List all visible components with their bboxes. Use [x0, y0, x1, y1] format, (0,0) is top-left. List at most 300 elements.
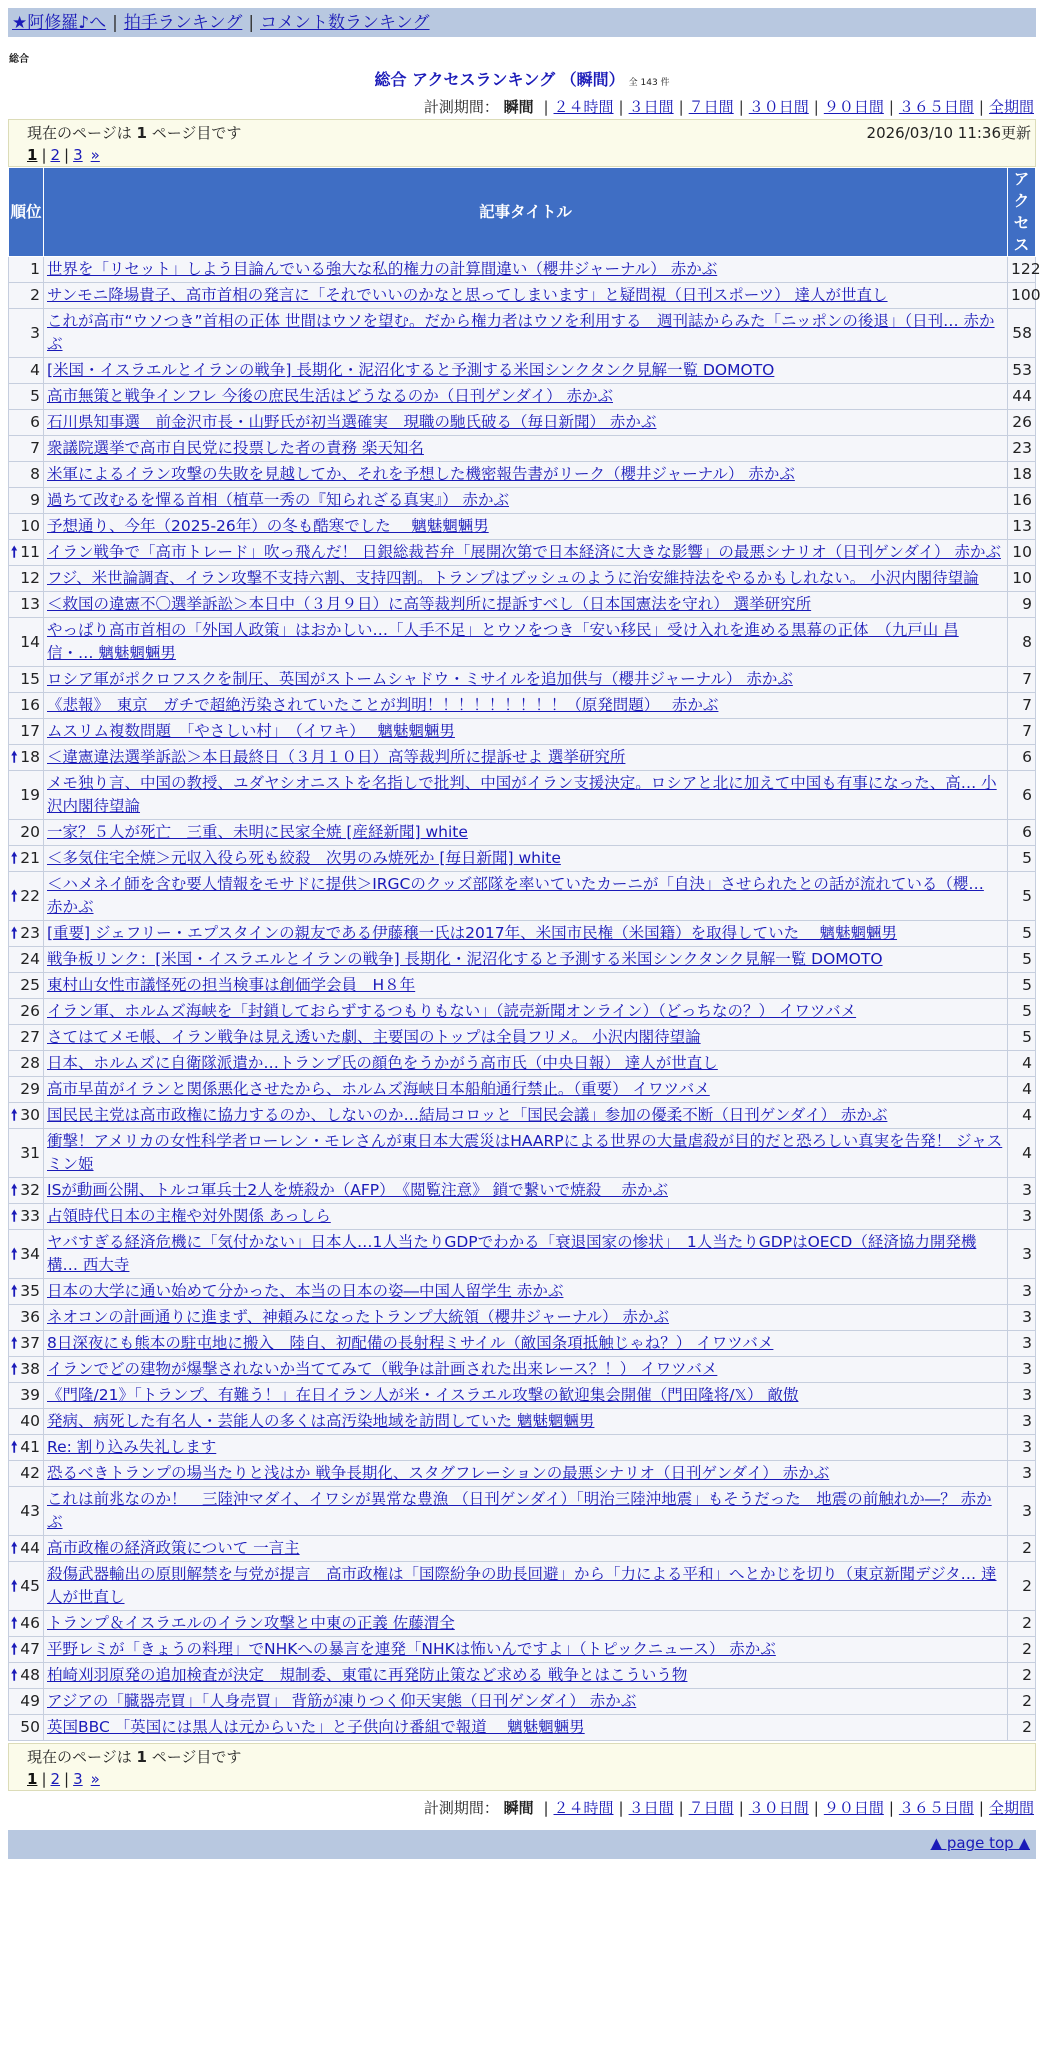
- article-link[interactable]: 殺傷武器輸出の原則解禁を与党が提言 高市政権は「国際紛争の助長回避」から「力による平和」へとかじを切り（東京新聞デジタ… 達人が世直し: [47, 1565, 997, 1606]
- title-cell: [44, 1279, 1008, 1305]
- rank-cell: [9, 358, 44, 384]
- title-cell: [44, 1383, 1008, 1409]
- period-link[interactable]: 全期間: [988, 1799, 1034, 1817]
- rank-number: 8: [30, 465, 40, 483]
- rank-cell: [9, 384, 44, 410]
- article-link[interactable]: 《門隆/21》「トランプ、有難う！」在日イラン人が米・イスラエル攻撃の歓迎集会開催（門田隆将/𝕏） 敵傲: [47, 1386, 799, 1404]
- rank-cell: [9, 309, 44, 358]
- table-row: [9, 592, 1036, 618]
- title-header: 記事タイトル: [44, 168, 1008, 257]
- rank-number: 17: [20, 722, 40, 740]
- rank-number: 48: [20, 1666, 40, 1684]
- article-link[interactable]: 英国BBC 「英国には黒人は元からいた」と子供向け番組で報道 魑魅魍魎男: [47, 1718, 585, 1736]
- article-link[interactable]: 平野レミが「きょうの料理」でNHKへの暴言を連発「NHKは怖いんですよ」（トピックニュース） 赤かぶ: [47, 1640, 776, 1658]
- article-link[interactable]: 恐るべきトランプの場当たりと浅はか 戦争長期化、スタグフレーションの最悪シナリオ（日刊ゲンダイ） 赤かぶ: [47, 1464, 830, 1482]
- access-count: 44: [1008, 384, 1036, 410]
- table-row: [9, 309, 1036, 358]
- table-row: [9, 1279, 1036, 1305]
- period-link[interactable]: ７日間: [688, 1799, 734, 1817]
- access-count: 3: [1008, 1331, 1036, 1357]
- rank-number: 43: [20, 1501, 40, 1520]
- period-link[interactable]: ３０日間: [748, 98, 809, 116]
- table-row: [9, 1051, 1036, 1077]
- rank-number: 37: [20, 1334, 40, 1352]
- access-header: アクセス: [1008, 168, 1036, 257]
- access-count: 2: [1008, 1611, 1036, 1637]
- access-count: 3: [1008, 1357, 1036, 1383]
- article-link[interactable]: イラン軍、ホルムズ海峡を「封鎖しておらずするつもりもない」（読売新聞オンライン）（どっちなの？） イワツバメ: [47, 1002, 857, 1020]
- table-row: [9, 820, 1036, 846]
- access-count: 3: [1008, 1204, 1036, 1230]
- rank-cell: [9, 771, 44, 820]
- article-link[interactable]: 東村山女性市議怪死の担当検事は創価学会員 H８年: [47, 976, 416, 994]
- rank-up-arrow-icon: 🠕: [11, 1207, 18, 1225]
- rank-number: 40: [20, 1412, 40, 1430]
- title-cell: [44, 1536, 1008, 1562]
- article-link[interactable]: 一家？５人が死亡 三重、未明に民家全焼 [産経新聞] white: [47, 823, 468, 841]
- access-count: 3: [1008, 1383, 1036, 1409]
- rank-number: 4: [30, 361, 40, 379]
- table-header: [9, 168, 1036, 257]
- title-cell: [44, 358, 1008, 384]
- article-link[interactable]: 高市政権の経済政策について 一言主: [47, 1539, 300, 1557]
- access-count: 23: [1008, 436, 1036, 462]
- access-count: 3: [1008, 1461, 1036, 1487]
- table-row: [9, 462, 1036, 488]
- rank-number: 29: [20, 1080, 40, 1098]
- rank-cell: [9, 1461, 44, 1487]
- period-link[interactable]: ３６５日間: [898, 1799, 974, 1817]
- access-count: 7: [1008, 667, 1036, 693]
- rank-number: 21: [20, 849, 40, 867]
- table-row: [9, 1487, 1036, 1536]
- access-count: 53: [1008, 358, 1036, 384]
- rank-cell: [9, 1357, 44, 1383]
- article-link[interactable]: メモ独り言、中国の教授、ユダヤシオニストを名指しで批判、中国がイラン支援決定。ロシアと北に加えて中国も有事になった、高… 小沢内閣待望論: [47, 774, 997, 815]
- access-count: 122: [1008, 257, 1036, 283]
- title-cell: [44, 1409, 1008, 1435]
- rank-cell: [9, 1663, 44, 1689]
- rank-up-arrow-icon: 🠕: [11, 1640, 18, 1658]
- title-cell: [44, 540, 1008, 566]
- rank-cell: [9, 667, 44, 693]
- separator: |: [813, 98, 819, 116]
- table-row: [9, 257, 1036, 283]
- article-link[interactable]: さてはてメモ帳、イラン戦争は見え透いた劇、主要国のトップは全員フリメ。 小沢内閣待望論: [47, 1028, 701, 1046]
- title-cell: [44, 719, 1008, 745]
- article-link[interactable]: 石川県知事選 前金沢市長・山野氏が初当選確実 現職の馳氏破る（毎日新聞） 赤かぶ: [47, 413, 657, 431]
- access-count: 3: [1008, 1409, 1036, 1435]
- rank-cell: [9, 745, 44, 771]
- article-link[interactable]: ネオコンの計画通りに進まず、神頼みになったトランプ大統領（櫻井ジャーナル） 赤かぶ: [47, 1308, 669, 1326]
- article-link[interactable]: [重要] ジェフリー・エプスタインの親友である伊藤穣一氏は2017年、米国市民権（米国籍）を取得していた 魑魅魍魎男: [47, 924, 898, 942]
- table-row: [9, 540, 1036, 566]
- access-count: 2: [1008, 1663, 1036, 1689]
- title-cell: [44, 693, 1008, 719]
- rank-up-arrow-icon: 🠕: [11, 1576, 18, 1595]
- period-link[interactable]: ２４時間: [553, 98, 614, 116]
- rank-cell: [9, 1383, 44, 1409]
- table-row: [9, 1689, 1036, 1715]
- pager-top: [8, 119, 1036, 167]
- article-link[interactable]: これが高市“ウソつき”首相の正体 世間はウソを望む。だから権力者はウソを利用する 週刊誌からみた「ニッポンの後退」（日刊… 赤かぶ: [47, 312, 995, 353]
- comment-ranking-link[interactable]: コメント数ランキング: [260, 13, 430, 33]
- rank-cell: [9, 462, 44, 488]
- access-count: 9: [1008, 592, 1036, 618]
- title-cell: [44, 1103, 1008, 1129]
- title-text: 総合 アクセスランキング （瞬間）: [374, 70, 625, 89]
- period-selector: [0, 96, 1034, 117]
- article-link[interactable]: 衝撃！アメリカの女性科学者ローレン・モレさんが東日本大震災はHAARPによる世界の大量虐殺が目的だと恐ろしい真実を告発！ ジャスミン姫: [47, 1132, 1003, 1173]
- clap-ranking-link[interactable]: 拍手ランキング: [123, 13, 243, 33]
- table-row: [9, 1129, 1036, 1178]
- access-count: 7: [1008, 693, 1036, 719]
- page-link-2[interactable]: 2: [50, 1770, 61, 1788]
- access-count: 5: [1008, 872, 1036, 921]
- access-count: 3: [1008, 1305, 1036, 1331]
- rank-number: 32: [20, 1181, 40, 1199]
- table-row: [9, 1230, 1036, 1279]
- separator: |: [618, 98, 624, 116]
- table-row: [9, 846, 1036, 872]
- title-cell: [44, 1461, 1008, 1487]
- category-label: 総合: [9, 54, 29, 65]
- rank-number: 12: [20, 569, 40, 587]
- article-link[interactable]: 発病、病死した有名人・芸能人の多くは高汚染地域を訪問していた 魑魅魍魎男: [47, 1412, 595, 1430]
- rank-number: 42: [20, 1464, 40, 1482]
- title-cell: [44, 846, 1008, 872]
- access-count: 5: [1008, 973, 1036, 999]
- title-cell: [44, 921, 1008, 947]
- rank-number: 11: [20, 543, 40, 561]
- rank-number: 49: [20, 1692, 40, 1710]
- rank-number: 38: [20, 1360, 40, 1378]
- access-count: 2: [1008, 1715, 1036, 1741]
- article-link[interactable]: ＜多気住宅全焼＞元収入役ら死も絞殺 次男のみ焼死か [毎日新聞] white: [47, 849, 561, 867]
- table-row: [9, 1409, 1036, 1435]
- rank-number: 1: [30, 260, 40, 278]
- rank-cell: [9, 1305, 44, 1331]
- rank-up-arrow-icon: 🠕: [11, 1614, 18, 1632]
- title-cell: [44, 1331, 1008, 1357]
- rank-cell: [9, 514, 44, 540]
- table-row: [9, 1637, 1036, 1663]
- separator: |: [978, 98, 984, 116]
- rank-number: 2: [30, 286, 40, 304]
- rank-up-arrow-icon: 🠕: [11, 1181, 18, 1199]
- page-link-1[interactable]: 1: [27, 1770, 38, 1788]
- table-row: [9, 1562, 1036, 1611]
- article-link[interactable]: ISが動画公開、トルコ軍兵士2人を焼殺か（AFP） 《閲覧注意》 鎖で繋いで焼殺 赤かぶ: [47, 1181, 668, 1199]
- title-cell: [44, 947, 1008, 973]
- rank-cell: [9, 999, 44, 1025]
- title-cell: [44, 1025, 1008, 1051]
- separator: |: [543, 98, 549, 116]
- rank-cell: [9, 820, 44, 846]
- rank-up-arrow-icon: 🠕: [11, 1282, 18, 1300]
- access-count: 5: [1008, 846, 1036, 872]
- article-link[interactable]: ロシア軍がポクロフスクを制圧、英国がストームシャドウ・ミサイルを追加供与（櫻井ジャーナル） 赤かぶ: [47, 670, 793, 688]
- rank-number: 28: [20, 1054, 40, 1072]
- article-link[interactable]: 戦争板リンク：[米国・イスラエルとイランの戦争] 長期化・泥沼化すると予測する米国シンクタンク見解一覧 DOMOTO: [47, 950, 883, 968]
- rank-number: 46: [20, 1614, 40, 1632]
- table-row: [9, 1103, 1036, 1129]
- title-cell: [44, 1611, 1008, 1637]
- period-label: 計測期間：: [423, 1799, 499, 1817]
- table-row: [9, 1536, 1036, 1562]
- page-numbers: [27, 146, 1031, 164]
- separator: |: [543, 1799, 549, 1817]
- period-link[interactable]: ７日間: [688, 98, 734, 116]
- rank-cell: [9, 1715, 44, 1741]
- access-count: 2: [1008, 1637, 1036, 1663]
- rank-cell: [9, 947, 44, 973]
- access-count: 3: [1008, 1178, 1036, 1204]
- period-current: 瞬間: [503, 98, 534, 116]
- table-row: [9, 1357, 1036, 1383]
- article-link[interactable]: アジアの「臓器売買」「人身売買」 背筋が凍りつく仰天実態（日刊ゲンダイ） 赤かぶ: [47, 1692, 637, 1710]
- access-count: 3: [1008, 1435, 1036, 1461]
- title-cell: [44, 592, 1008, 618]
- table-row: [9, 1077, 1036, 1103]
- separator: |: [41, 1770, 47, 1788]
- access-count: 5: [1008, 947, 1036, 973]
- rank-cell: [9, 1077, 44, 1103]
- article-link[interactable]: 過ちて改むるを憚る首相（植草一秀の『知られざる真実』） 赤かぶ: [47, 491, 510, 509]
- table-row: [9, 1178, 1036, 1204]
- separator: |: [888, 1799, 894, 1817]
- rank-number: 3: [30, 323, 40, 342]
- article-link[interactable]: 予想通り、今年（2025-26年）の冬も酷寒でした 魑魅魍魎男: [47, 517, 489, 535]
- rank-number: 25: [20, 976, 40, 994]
- rank-cell: [9, 921, 44, 947]
- article-link[interactable]: 日本、ホルムズに自衛隊派遣か…トランプ氏の顔色をうかがう高市氏（中央日報） 達人が世直し: [47, 1054, 718, 1072]
- period-link[interactable]: ３０日間: [748, 1799, 809, 1817]
- separator: |: [978, 1799, 984, 1817]
- rank-cell: [9, 257, 44, 283]
- rank-cell: [9, 1689, 44, 1715]
- access-count: 4: [1008, 1103, 1036, 1129]
- pager-status: 現在のページは 1 ページ目です: [27, 124, 242, 142]
- rank-number: 20: [20, 823, 40, 841]
- access-count: 2: [1008, 1536, 1036, 1562]
- access-count: 4: [1008, 1129, 1036, 1178]
- rank-cell: [9, 488, 44, 514]
- separator: |: [738, 1799, 744, 1817]
- article-link[interactable]: 占領時代日本の主権や対外関係 あっしら: [47, 1207, 331, 1225]
- rank-number: 33: [20, 1207, 40, 1225]
- access-count: 5: [1008, 1025, 1036, 1051]
- article-link[interactable]: ムスリム複数問題 「やさしい村」 （イワキ） 魑魅魍魎男: [47, 722, 455, 740]
- period-link[interactable]: ２４時間: [553, 1799, 614, 1817]
- rank-number: 9: [30, 491, 40, 509]
- page-link-3[interactable]: 3: [73, 146, 83, 164]
- period-link[interactable]: ３６５日間: [898, 98, 974, 116]
- article-link[interactable]: 世界を「リセット」しよう目論んでいる強大な私的権力の計算間違い（櫻井ジャーナル） 赤かぶ: [47, 260, 718, 278]
- title-cell: [44, 872, 1008, 921]
- rank-number: 19: [20, 785, 40, 804]
- separator: |: [678, 98, 684, 116]
- rank-cell: [9, 1487, 44, 1536]
- rank-cell: [9, 1051, 44, 1077]
- title-cell: [44, 1562, 1008, 1611]
- title-cell: [44, 257, 1008, 283]
- article-link[interactable]: トランプ＆イスラエルのイラン攻撃と中東の正義 佐藤渭全: [47, 1614, 455, 1632]
- article-link[interactable]: 国民民主党は高市政権に協力するのか、しないのか…結局コロッと「国民会議」参加の優柔不断（日刊ゲンダイ） 赤かぶ: [47, 1106, 888, 1124]
- title-cell: [44, 973, 1008, 999]
- access-count: 5: [1008, 921, 1036, 947]
- rank-up-arrow-icon: 🠕: [11, 924, 18, 942]
- period-link[interactable]: ３日間: [628, 98, 674, 116]
- table-row: [9, 719, 1036, 745]
- access-count: 3: [1008, 1230, 1036, 1279]
- article-link[interactable]: フジ、米世論調査、イラン攻撃不支持六割、支持四割。トランプはブッシュのように治安維持法をやるかもしれない。 小沢内閣待望論: [47, 569, 979, 587]
- rank-number: 47: [20, 1640, 40, 1658]
- access-count: 10: [1008, 566, 1036, 592]
- rank-number: 41: [20, 1438, 40, 1456]
- ranking-table: [8, 167, 1041, 1741]
- article-link[interactable]: イラン戦争で「高市トレード」吹っ飛んだ！ 日銀総裁苔弁「展開次第で日本経済に大きな影響」の最悪シナリオ（日刊ゲンダイ） 赤かぶ: [47, 543, 1001, 561]
- article-link[interactable]: 高市早苗がイランと関係悪化させたから、ホルムズ海峡日本船舶通行禁止。（重要） イワツバメ: [47, 1080, 710, 1098]
- access-count: 18: [1008, 462, 1036, 488]
- article-link[interactable]: Re: 割り込み失礼します: [47, 1438, 217, 1456]
- article-link[interactable]: 日本の大学に通い始めて分かった、本当の日本の姿―中国人留学生 赤かぶ: [47, 1282, 564, 1300]
- article-link[interactable]: 高市無策と戦争インフレ 今後の庶民生活はどうなるのか（日刊ゲンダイ） 赤かぶ: [47, 387, 613, 405]
- article-link[interactable]: ＜救国の違憲不〇選挙訴訟＞本日中（３月９日）に高等裁判所に提訴すべし（日本国憲法を守れ） 選挙研究所: [47, 595, 812, 613]
- table-row: [9, 921, 1036, 947]
- period-label: 計測期間：: [423, 98, 499, 116]
- table-row: [9, 1383, 1036, 1409]
- article-link[interactable]: サンモニ降場貴子、高市首相の発言に「それでいいのかなと思ってしまいます」と疑問視（日刊スポーツ） 達人が世直し: [47, 286, 888, 304]
- rank-cell: [9, 1279, 44, 1305]
- table-row: [9, 693, 1036, 719]
- title-cell: [44, 1051, 1008, 1077]
- access-count: 2: [1008, 1562, 1036, 1611]
- table-row: [9, 1204, 1036, 1230]
- rank-number: 14: [20, 632, 40, 651]
- title-cell: [44, 820, 1008, 846]
- period-link[interactable]: ３日間: [628, 1799, 674, 1817]
- rank-cell: [9, 872, 44, 921]
- rank-number: 23: [20, 924, 40, 942]
- period-current: 瞬間: [503, 1799, 534, 1817]
- table-row: [9, 488, 1036, 514]
- title-cell: [44, 1129, 1008, 1178]
- separator: |: [64, 146, 70, 164]
- table-row: [9, 514, 1036, 540]
- rank-number: 27: [20, 1028, 40, 1046]
- home-link[interactable]: ★阿修羅♪へ: [12, 13, 107, 33]
- pager-bottom: [8, 1743, 1036, 1791]
- rank-cell: [9, 1103, 44, 1129]
- article-link[interactable]: 8日深夜にも熊本の駐屯地に搬入 陸自、初配備の長射程ミサイル（敵国条項抵触じゃね？） イワツバメ: [47, 1334, 774, 1352]
- title-cell: [44, 384, 1008, 410]
- rank-cell: [9, 1611, 44, 1637]
- rank-up-arrow-icon: 🠕: [11, 849, 18, 867]
- title-cell: [44, 436, 1008, 462]
- rank-number: 7: [30, 439, 40, 457]
- article-link[interactable]: ヤバすぎる経済危機に「気付かない」日本人…1人当たりGDPでわかる「衰退国家の惨状」 1人当たりGDPはOECD（経済協力開発機構… 西大寺: [47, 1233, 977, 1274]
- article-link[interactable]: 米軍によるイラン攻撃の失敗を見越してか、それを予想した機密報告書がリーク（櫻井ジャーナル） 赤かぶ: [47, 465, 795, 483]
- article-link[interactable]: [米国・イスラエルとイランの戦争] 長期化・泥沼化すると予測する米国シンクタンク見解一覧 DOMOTO: [47, 361, 775, 379]
- rank-number: 15: [20, 670, 40, 688]
- rank-cell: [9, 540, 44, 566]
- table-row: [9, 973, 1036, 999]
- rank-number: 26: [20, 1002, 40, 1020]
- rank-number: 5: [30, 387, 40, 405]
- article-link[interactable]: イランでどの建物が爆撃されないか当ててみて（戦争は計画された出来レース？！） イワツバメ: [47, 1360, 718, 1378]
- table-row: [9, 1611, 1036, 1637]
- separator: |: [64, 1770, 70, 1788]
- table-row: [9, 283, 1036, 309]
- access-count: 26: [1008, 410, 1036, 436]
- table-row: [9, 384, 1036, 410]
- table-row: [9, 1435, 1036, 1461]
- rank-cell: [9, 846, 44, 872]
- rank-cell: [9, 1409, 44, 1435]
- rank-up-arrow-icon: 🠕: [11, 543, 18, 561]
- rank-number: 24: [20, 950, 40, 968]
- title-cell: [44, 566, 1008, 592]
- page-link-2[interactable]: 2: [50, 146, 61, 164]
- table-row: [9, 999, 1036, 1025]
- title-cell: [44, 745, 1008, 771]
- page-top-link[interactable]: ▲ page top ▲: [930, 1834, 1030, 1852]
- title-cell: [44, 488, 1008, 514]
- article-link[interactable]: 《悲報》 東京 ガチで超絶汚染されていたことが判明！！！！！！！！！（原発問題） 赤かぶ: [47, 696, 719, 714]
- rank-up-arrow-icon: 🠕: [11, 748, 18, 766]
- page-link-3[interactable]: 3: [73, 1770, 83, 1788]
- rank-header: 順位: [9, 168, 44, 257]
- next-page-link[interactable]: »: [90, 146, 100, 164]
- article-link[interactable]: ＜違憲違法選挙訴訟＞本日最終日（３月１０日）高等裁判所に提訴せよ 選挙研究所: [47, 748, 626, 766]
- rank-cell: [9, 618, 44, 667]
- article-link[interactable]: 柏崎刈羽原発の追加検査が決定 規制委、東電に再発防止策など求める 戦争とはこういう物: [47, 1666, 688, 1684]
- rank-cell: [9, 1204, 44, 1230]
- table-row: [9, 771, 1036, 820]
- rank-up-arrow-icon: 🠕: [11, 1539, 18, 1557]
- article-link[interactable]: これは前兆なのか！ 三陸沖マダイ、イワシが異常な豊漁 （日刊ゲンダイ）「明治三陸沖地震」もそうだった 地震の前触れか―？ 赤かぶ: [47, 1490, 992, 1531]
- table-row: [9, 745, 1036, 771]
- page-link-1[interactable]: 1: [27, 146, 38, 164]
- access-count: 4: [1008, 1077, 1036, 1103]
- rank-number: 30: [20, 1106, 40, 1124]
- rank-up-arrow-icon: 🠕: [11, 1666, 18, 1684]
- rank-up-arrow-icon: 🠕: [11, 1438, 18, 1456]
- table-row: [9, 1461, 1036, 1487]
- table-row: [9, 436, 1036, 462]
- title-cell: [44, 514, 1008, 540]
- rank-up-arrow-icon: 🠕: [11, 1106, 18, 1124]
- next-page-link[interactable]: »: [90, 1770, 100, 1788]
- article-link[interactable]: やっぱり高市首相の「外国人政策」はおかしい…「人手不足」とウソをつき「安い移民」受け入れを進める黒幕の正体 （九戸山 昌信・… 魑魅魍魎男: [47, 621, 959, 662]
- rank-up-arrow-icon: 🠕: [11, 886, 18, 905]
- period-link[interactable]: ９０日間: [823, 98, 884, 116]
- rank-cell: [9, 973, 44, 999]
- title-cell: [44, 1435, 1008, 1461]
- title-cell: [44, 1663, 1008, 1689]
- access-count: 58: [1008, 309, 1036, 358]
- access-count: 2: [1008, 1689, 1036, 1715]
- separator: |: [888, 98, 894, 116]
- article-link[interactable]: ＜ハメネイ師を含む要人情報をモサドに提供＞IRGCのクッズ部隊を率いていたカーニが「自決」させられたとの話が流れている（櫻… 赤かぶ: [47, 875, 984, 916]
- period-selector-bottom: [0, 1797, 1034, 1818]
- period-link[interactable]: ９０日間: [823, 1799, 884, 1817]
- rank-cell: [9, 1025, 44, 1051]
- period-link[interactable]: 全期間: [988, 98, 1034, 116]
- article-link[interactable]: 衆議院選挙で高市自民党に投票した者の責務 楽天知名: [47, 439, 424, 457]
- table-row: [9, 1663, 1036, 1689]
